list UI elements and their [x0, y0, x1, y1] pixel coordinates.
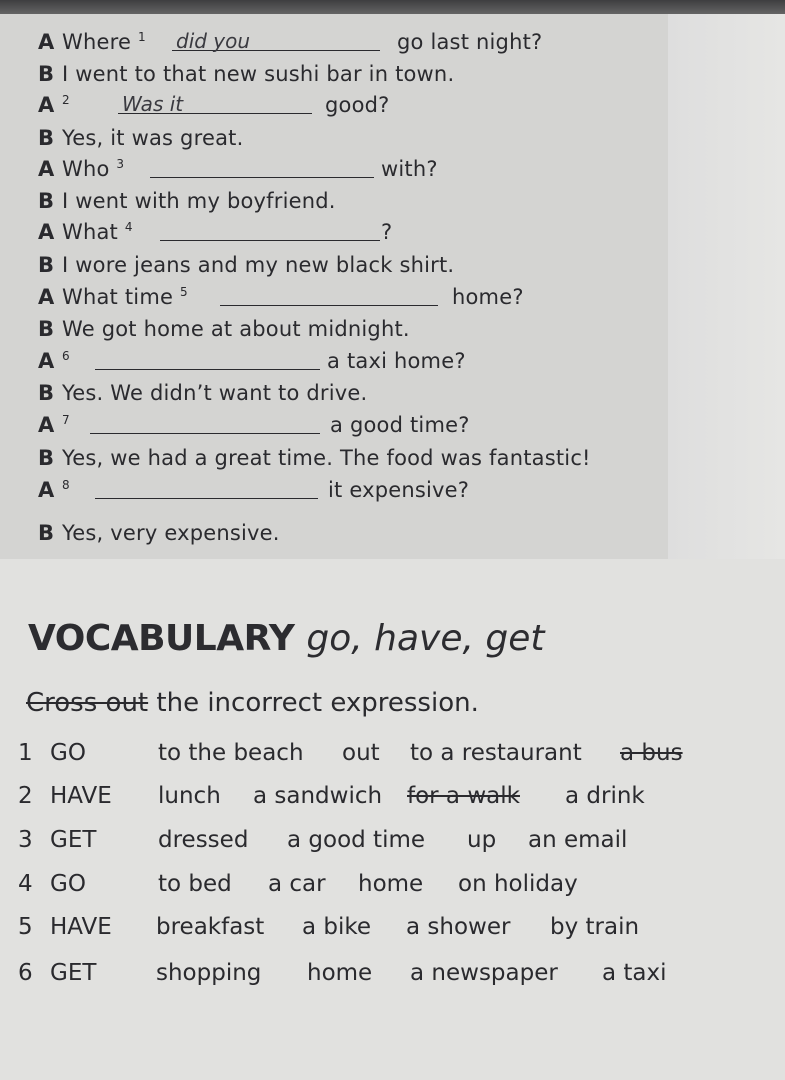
dialogue-line-6 [38, 189, 336, 213]
answer-blank-5[interactable] [220, 305, 438, 306]
answer-blank-8[interactable] [95, 498, 318, 499]
speaker-label: A [38, 413, 55, 437]
dialogue-line-8 [38, 253, 454, 277]
speaker-label: A [38, 478, 55, 502]
vocabulary-heading [28, 618, 545, 659]
blank-number: 7 [62, 413, 70, 427]
expression-option[interactable]: a sandwich [253, 783, 383, 809]
page-margin [668, 14, 785, 559]
row-number: 6 [18, 960, 33, 986]
row-verb: GET [50, 960, 97, 986]
expression-option[interactable]: lunch [158, 783, 221, 809]
speaker-label: B [38, 62, 55, 86]
dialogue-line-10 [38, 317, 410, 341]
dialogue-text: Yes, very expensive. [62, 521, 280, 545]
instruction-text: the incorrect expression. [148, 688, 479, 718]
dialogue-text: Yes. We didn’t want to drive. [62, 381, 368, 405]
expression-option[interactable]: a shower [406, 914, 511, 940]
crossed-out-expression[interactable]: for a walk [407, 783, 520, 809]
expression-option[interactable]: home [358, 871, 424, 897]
dialogue-line-3 [38, 93, 70, 117]
dialogue-text: Yes, we had a great time. The food was fantastic! [62, 446, 591, 470]
speaker-label: A [38, 285, 55, 309]
instruction [26, 688, 479, 718]
handwritten-answer-1: did you [176, 29, 251, 53]
speaker-label: A [38, 220, 55, 244]
blank-number: 6 [62, 349, 70, 363]
speaker-label: B [38, 381, 55, 405]
speaker-label: B [38, 126, 55, 150]
dialogue-line-1 [38, 30, 146, 54]
question-text-after: ? [381, 220, 393, 244]
answer-blank-7[interactable] [90, 433, 320, 434]
speaker-label: B [38, 446, 55, 470]
blank-number: 8 [62, 478, 70, 492]
answer-blank-4[interactable] [160, 240, 380, 241]
row-verb: GET [50, 827, 97, 853]
blank-number: 1 [137, 30, 146, 44]
question-text-after: a good time? [330, 413, 470, 437]
speaker-label: A [38, 349, 55, 373]
row-number: 2 [18, 783, 33, 809]
expression-option[interactable]: out [342, 740, 380, 766]
expression-option[interactable]: a newspaper [410, 960, 558, 986]
expression-option[interactable]: dressed [158, 827, 249, 853]
vocabulary-title: VOCABULARY [28, 618, 295, 659]
dialogue-line-14 [38, 446, 591, 470]
row-number: 4 [18, 871, 33, 897]
question-text-after: good? [325, 93, 390, 117]
question-text-after: with? [381, 157, 438, 181]
expression-option[interactable]: a drink [565, 783, 645, 809]
question-text-before: What time [62, 285, 180, 309]
question-text-before: What [62, 220, 125, 244]
row-verb: GO [50, 740, 86, 766]
dialogue-text: We got home at about midnight. [62, 317, 410, 341]
handwritten-answer-2: Was it [122, 92, 184, 116]
dialogue-line-15 [38, 478, 70, 502]
question-text-after: it expensive? [328, 478, 470, 502]
row-verb: HAVE [50, 914, 112, 940]
row-number: 3 [18, 827, 33, 853]
answer-blank-3[interactable] [150, 177, 374, 178]
blank-number: 4 [124, 220, 133, 234]
speaker-label: A [38, 93, 55, 117]
question-text-after: go last night? [397, 30, 543, 54]
dialogue-line-11 [38, 349, 70, 373]
dialogue-line-16 [38, 521, 280, 545]
question-text-after: a taxi home? [327, 349, 466, 373]
dialogue-line-2 [38, 62, 454, 86]
expression-option[interactable]: to a restaurant [410, 740, 582, 766]
expression-option[interactable]: by train [550, 914, 640, 940]
vocabulary-subtitle: go, have, get [306, 618, 545, 659]
expression-option[interactable]: an email [528, 827, 628, 853]
expression-option[interactable]: up [467, 827, 497, 853]
dialogue-line-5 [38, 157, 124, 181]
instruction-cross-out: Cross out [26, 688, 149, 718]
expression-option[interactable]: a taxi [602, 960, 667, 986]
blank-number: 3 [116, 157, 125, 171]
dialogue-text: I went to that new sushi bar in town. [62, 62, 455, 86]
dialogue-line-9 [38, 285, 188, 309]
row-verb: GO [50, 871, 86, 897]
expression-option[interactable]: a car [268, 871, 326, 897]
expression-option[interactable]: to bed [158, 871, 232, 897]
dialogue-line-7 [38, 220, 133, 244]
question-text-after: home? [452, 285, 524, 309]
dialogue-line-4 [38, 126, 243, 150]
dialogue-text: I went with my boyfriend. [62, 189, 336, 213]
row-verb: HAVE [50, 783, 112, 809]
question-text-before: Who [62, 157, 117, 181]
crossed-out-expression[interactable]: a bus [620, 740, 683, 766]
expression-option[interactable]: a good time [287, 827, 426, 853]
row-number: 5 [18, 914, 33, 940]
blank-number: 2 [62, 93, 70, 107]
expression-option[interactable]: breakfast [156, 914, 265, 940]
speaker-label: B [38, 189, 55, 213]
answer-blank-6[interactable] [95, 369, 320, 370]
dialogue-text: Yes, it was great. [62, 126, 244, 150]
expression-option[interactable]: on holiday [458, 871, 578, 897]
speaker-label: A [38, 30, 55, 54]
expression-option[interactable]: home [307, 960, 373, 986]
speaker-label: B [38, 253, 55, 277]
speaker-label: B [38, 521, 55, 545]
dialogue-line-12 [38, 381, 367, 405]
expression-option[interactable]: a bike [302, 914, 372, 940]
speaker-label: A [38, 157, 55, 181]
blank-number: 5 [179, 285, 188, 299]
speaker-label: B [38, 317, 55, 341]
question-text-before: Where [62, 30, 138, 54]
row-number: 1 [18, 740, 33, 766]
dialogue-text: I wore jeans and my new black shirt. [62, 253, 455, 277]
expression-option[interactable]: to the beach [158, 740, 304, 766]
expression-option[interactable]: shopping [156, 960, 262, 986]
dialogue-line-13 [38, 413, 70, 437]
